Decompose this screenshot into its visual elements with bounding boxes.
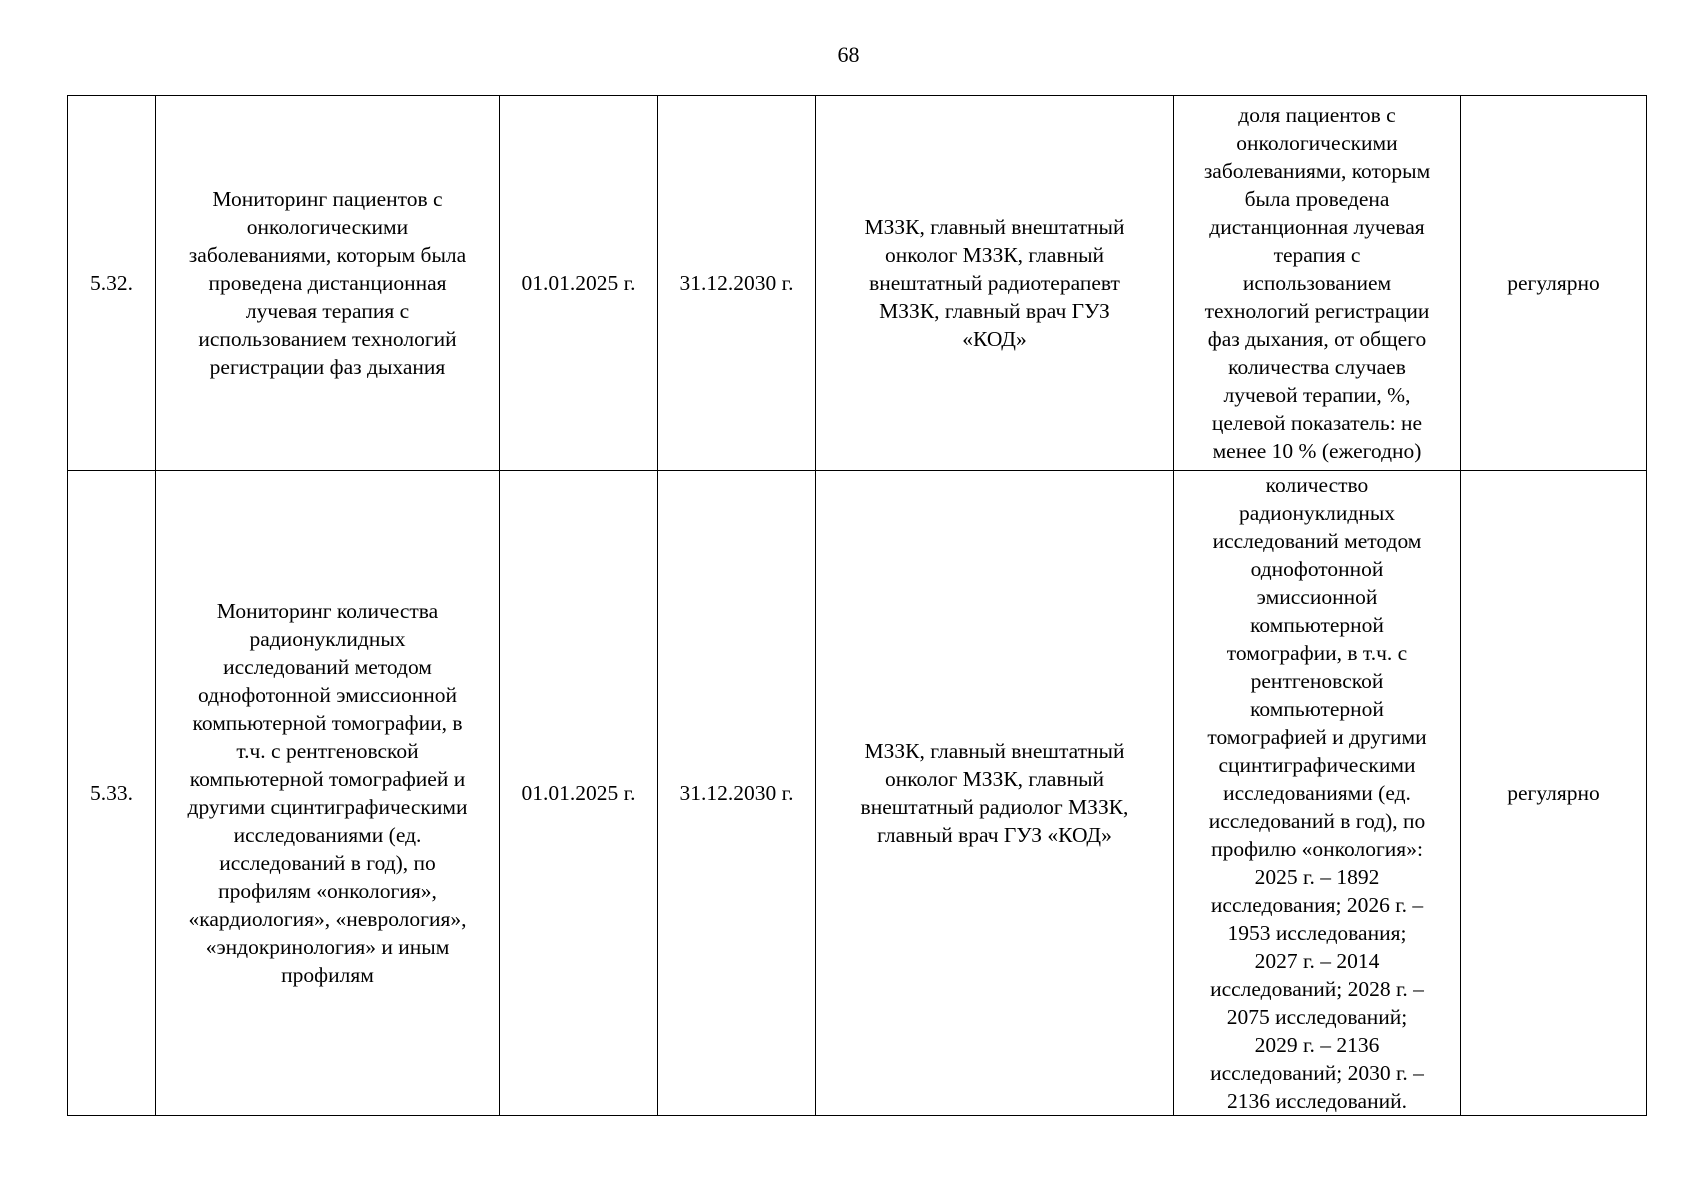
target-indicator: количество радионуклидных исследований методом однофотонной эмиссионной компьютерной томографии, в т.ч. с рентгеновской компьютерной томографией и другими сцинтиграфическими исследованиями (ед. исследований в год), по профилю «онкология»: 2025 г. – 1892 исследования; 2026 г. – 1953 исследования; 2027 г. – 2014 исследований; 2028 г. – 2075 исследований; 2029 г. – 2136 исследований; 2030 г. – 2136 исследований. — [1207, 473, 1427, 1113]
periodicity: регулярно — [1507, 271, 1600, 295]
periodicity-cell — [1461, 96, 1647, 471]
row-number: 5.32. — [90, 271, 133, 295]
target-indicator: доля пациентов с онкологическими заболеваниями, которым была проведена дистанционная лучевая терапия с использованием технологий регистрации фаз дыхания, от общего количества случаев лучевой терапии, %, целевой показатель: не менее 10 % (ежегодно) — [1203, 103, 1431, 463]
periodicity: регулярно — [1507, 781, 1600, 805]
measures-table — [67, 95, 1647, 1116]
page-number: 68 — [837, 42, 860, 67]
start-date: 01.01.2025 г. — [521, 271, 636, 295]
measure-description: Мониторинг пациентов с онкологическими заболеваниями, которым была проведена дистанционная лучевая терапия с использованием технологий регистрации фаз дыхания — [188, 187, 467, 379]
responsible-parties: МЗЗК, главный внештатный онколог МЗЗК, главный внештатный радиолог МЗЗК, главный врач ГУЗ «КОД» — [860, 739, 1129, 847]
start-date-cell — [500, 96, 658, 471]
responsible-parties: МЗЗК, главный внештатный онколог МЗЗК, главный внештатный радиотерапевт МЗЗК, главный врач ГУЗ «КОД» — [864, 215, 1125, 351]
row-number-cell — [68, 471, 156, 1116]
description-cell — [156, 471, 500, 1116]
end-date-cell — [658, 471, 816, 1116]
periodicity-cell — [1461, 471, 1647, 1116]
row-number: 5.33. — [90, 781, 133, 805]
end-date: 31.12.2030 г. — [679, 271, 794, 295]
table-row — [68, 471, 1647, 1116]
indicator-cell — [1174, 471, 1461, 1116]
row-number-cell — [68, 96, 156, 471]
description-cell — [156, 96, 500, 471]
indicator-cell — [1174, 96, 1461, 471]
start-date: 01.01.2025 г. — [521, 781, 636, 805]
start-date-cell — [500, 471, 658, 1116]
responsible-cell — [816, 471, 1174, 1116]
end-date-cell — [658, 96, 816, 471]
end-date: 31.12.2030 г. — [679, 781, 794, 805]
table-row — [68, 96, 1647, 471]
responsible-cell — [816, 96, 1174, 471]
measure-description: Мониторинг количества радионуклидных исследований методом однофотонной эмиссионной компьютерной томографии, в т.ч. с рентгеновской компьютерной томографией и другими сцинтиграфическими исследованиями (ед. исследований в год), по профилям «онкология», «кардиология», «неврология», «эндокринология» и иным профилям — [187, 599, 468, 987]
